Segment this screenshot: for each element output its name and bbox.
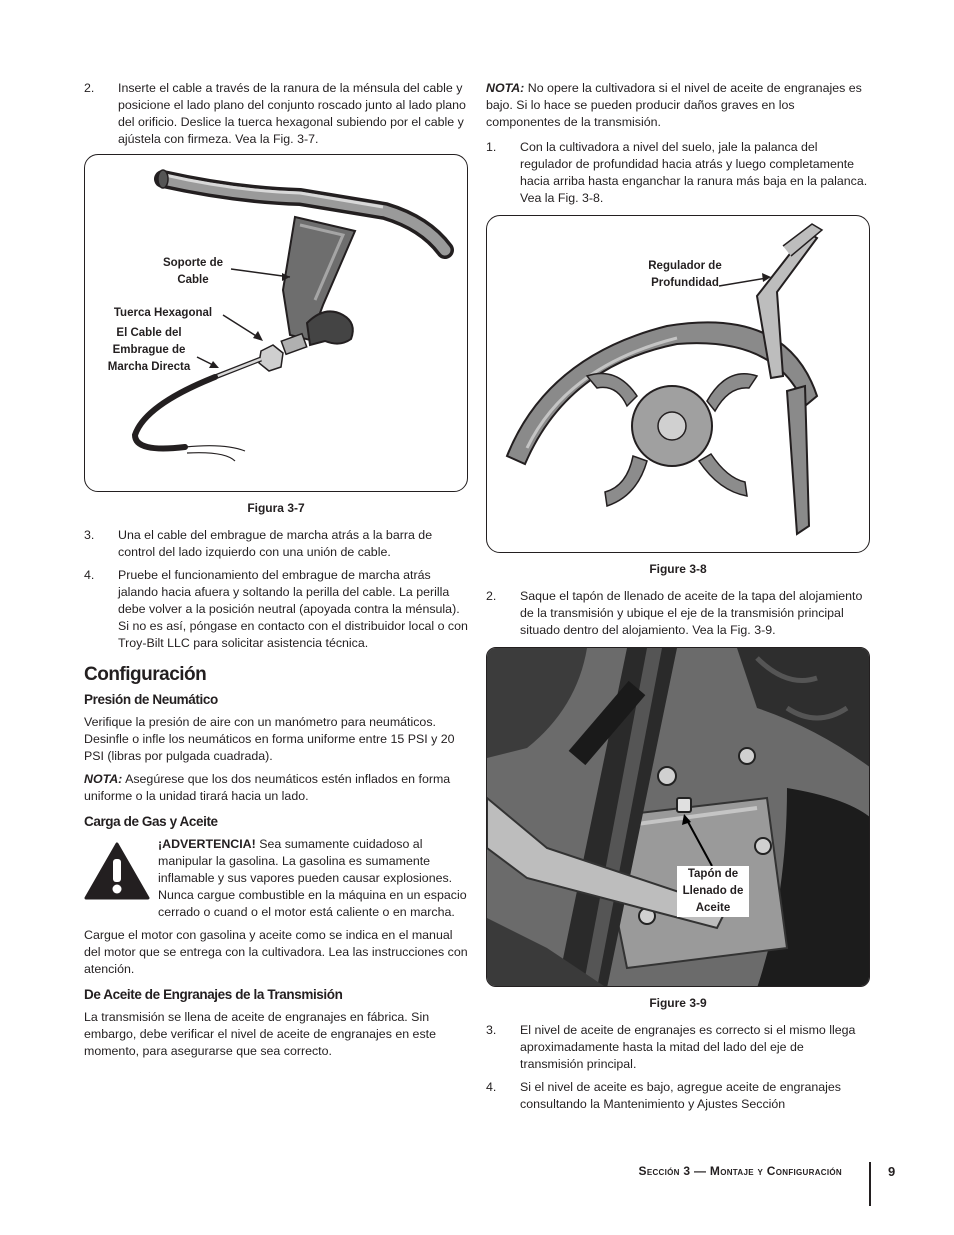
step-number: 4. — [486, 1080, 497, 1094]
figure-3-9-caption: Figure 3-9 — [649, 996, 707, 1010]
footer-section-title: Sección 3 — Montaje y Configuración — [638, 1164, 842, 1178]
label-cable-embrague: El Cable del Embrague de Marcha Directa — [107, 327, 191, 373]
cable-bracket-illustration — [85, 155, 468, 492]
step-number: 4. — [84, 568, 95, 582]
step-number: 1. — [486, 140, 497, 154]
step-2-left — [84, 80, 468, 148]
step-4-left — [84, 567, 468, 652]
warning-label: ¡ADVERTENCIA! — [158, 837, 256, 851]
nota-text: No opere la cultivadora si el nivel de aceite de engranajes es bajo. Si lo hace se pueden producir daños graves en los componentes de la transmisión. — [486, 81, 862, 129]
label-tapon-llenado-aceite: Tapón de Llenado de Aceite — [677, 866, 749, 917]
aceite-paragraph: La transmisión se llena de aceite de engranajes en fábrica. Sin embargo, debe verificar el nivel de aceite de engranajes en este momento, para asegurarse que sea correcto. — [84, 1010, 436, 1058]
heading-aceite-engranajes: De Aceite de Engranajes de la Transmisión — [84, 987, 343, 1002]
step-number: 2. — [486, 589, 497, 603]
right-column — [486, 80, 870, 1119]
figure-3-8-caption: Figure 3-8 — [649, 562, 707, 576]
transmission-photo — [487, 648, 870, 987]
step-2-right — [486, 588, 870, 639]
step-number: 3. — [84, 528, 95, 542]
step-text: Si el nivel de aceite es bajo, agregue aceite de engranajes consultando la Mantenimiento y Ajustes Sección — [520, 1080, 842, 1111]
step-text: Una el cable del embrague de marcha atrás a la barra de control del lado izquierdo con una unión de cable. — [118, 528, 433, 559]
gas-paragraph: Cargue el motor con gasolina y aceite como se indica en el manual del motor que se entrega con la cultivadora. Lea las instrucciones con atención. — [84, 928, 468, 976]
step-text: Saque el tapón de llenado de aceite de la tapa del alojamiento de la transmisión y ubique el eje de la transmisión principal situado dentro del alojamiento. Vea la Fig. 3-9. — [520, 589, 863, 637]
figure-3-7-caption: Figura 3-7 — [247, 501, 305, 515]
footer-divider — [869, 1162, 871, 1206]
heading-configuracion: Configuración — [84, 664, 207, 685]
heading-presion-neumatico: Presión de Neumático — [84, 692, 218, 707]
nota-text: Asegúrese que los dos neumáticos estén inflados en forma uniforme o la unidad tirará hacia un lado. — [84, 772, 451, 803]
nota-label: NOTA: — [84, 772, 123, 786]
warning-block — [84, 836, 468, 921]
step-text: El nivel de aceite de engranajes es correcto si el mismo llega aproximadamente hasta la mitad del lado del eje de transmisión principal. — [520, 1023, 856, 1071]
step-text: Con la cultivadora a nivel del suelo, jale la palanca del regulador de profundidad hacia atrás y luego completamente hacia arriba hasta enganchar la ranura más baja en la palanca. Vea la Fig. 3-8. — [520, 140, 868, 205]
nota-neumaticos — [84, 771, 468, 805]
step-1-right — [486, 139, 870, 207]
left-column — [84, 80, 468, 1066]
nota-transmision — [486, 80, 870, 131]
step-text: Inserte el cable a través de la ranura de la ménsula del cable y posicione el lado plano del conjunto roscado junto al lado plano del orificio. Deslice la tuerca hexagonal subiendo por el cable y ajústela con firmeza. Vea la Fig. 3-7. — [118, 81, 466, 146]
label-soporte-de-cable: Soporte de Cable — [162, 257, 224, 286]
warning-text-block — [158, 836, 468, 921]
figure-3-7 — [84, 154, 468, 492]
step-number: 2. — [84, 81, 95, 95]
warning-text: Sea sumamente cuidadoso al manipular la gasolina. La gasolina es sumamente inflamable y sus vapores pueden causar explosiones. Nunca cargue combustible en la máquina en un espacio cerrado o cuand o el motor está caliente o en marcha. — [158, 837, 467, 919]
heading-carga-gas-aceite: Carga de Gas y Aceite — [84, 814, 218, 829]
presion-paragraph: Verifique la presión de aire con un manómetro para neumáticos. Desinfle o infle los neumáticos en forma uniforme entre 15 PSI y 20 PSI (libras por pulgada cuadrada). — [84, 715, 455, 763]
page-number: 9 — [888, 1164, 896, 1179]
step-3-left — [84, 527, 468, 561]
label-regulador-profundidad: Regulador de Profundidad — [648, 260, 722, 289]
figure-3-8 — [486, 215, 870, 553]
nota-label: NOTA: — [486, 81, 525, 95]
step-4-right — [486, 1079, 870, 1113]
label-tuerca-hexagonal: Tuerca Hexagonal — [113, 307, 213, 319]
step-3-right — [486, 1022, 870, 1073]
step-text: Pruebe el funcionamiento del embrague de marcha atrás jalando hacia afuera y soltando la perilla del cable. La perilla debe volver a la posición neutral (apoyada contra la ménsula). Si no es así, póngase en contacto con el distribuidor local o con Troy-Bilt LLC para solicitar asistencia técnica. — [118, 568, 468, 650]
step-number: 3. — [486, 1023, 497, 1037]
figure-3-9 — [486, 647, 870, 987]
warning-icon — [84, 836, 158, 921]
